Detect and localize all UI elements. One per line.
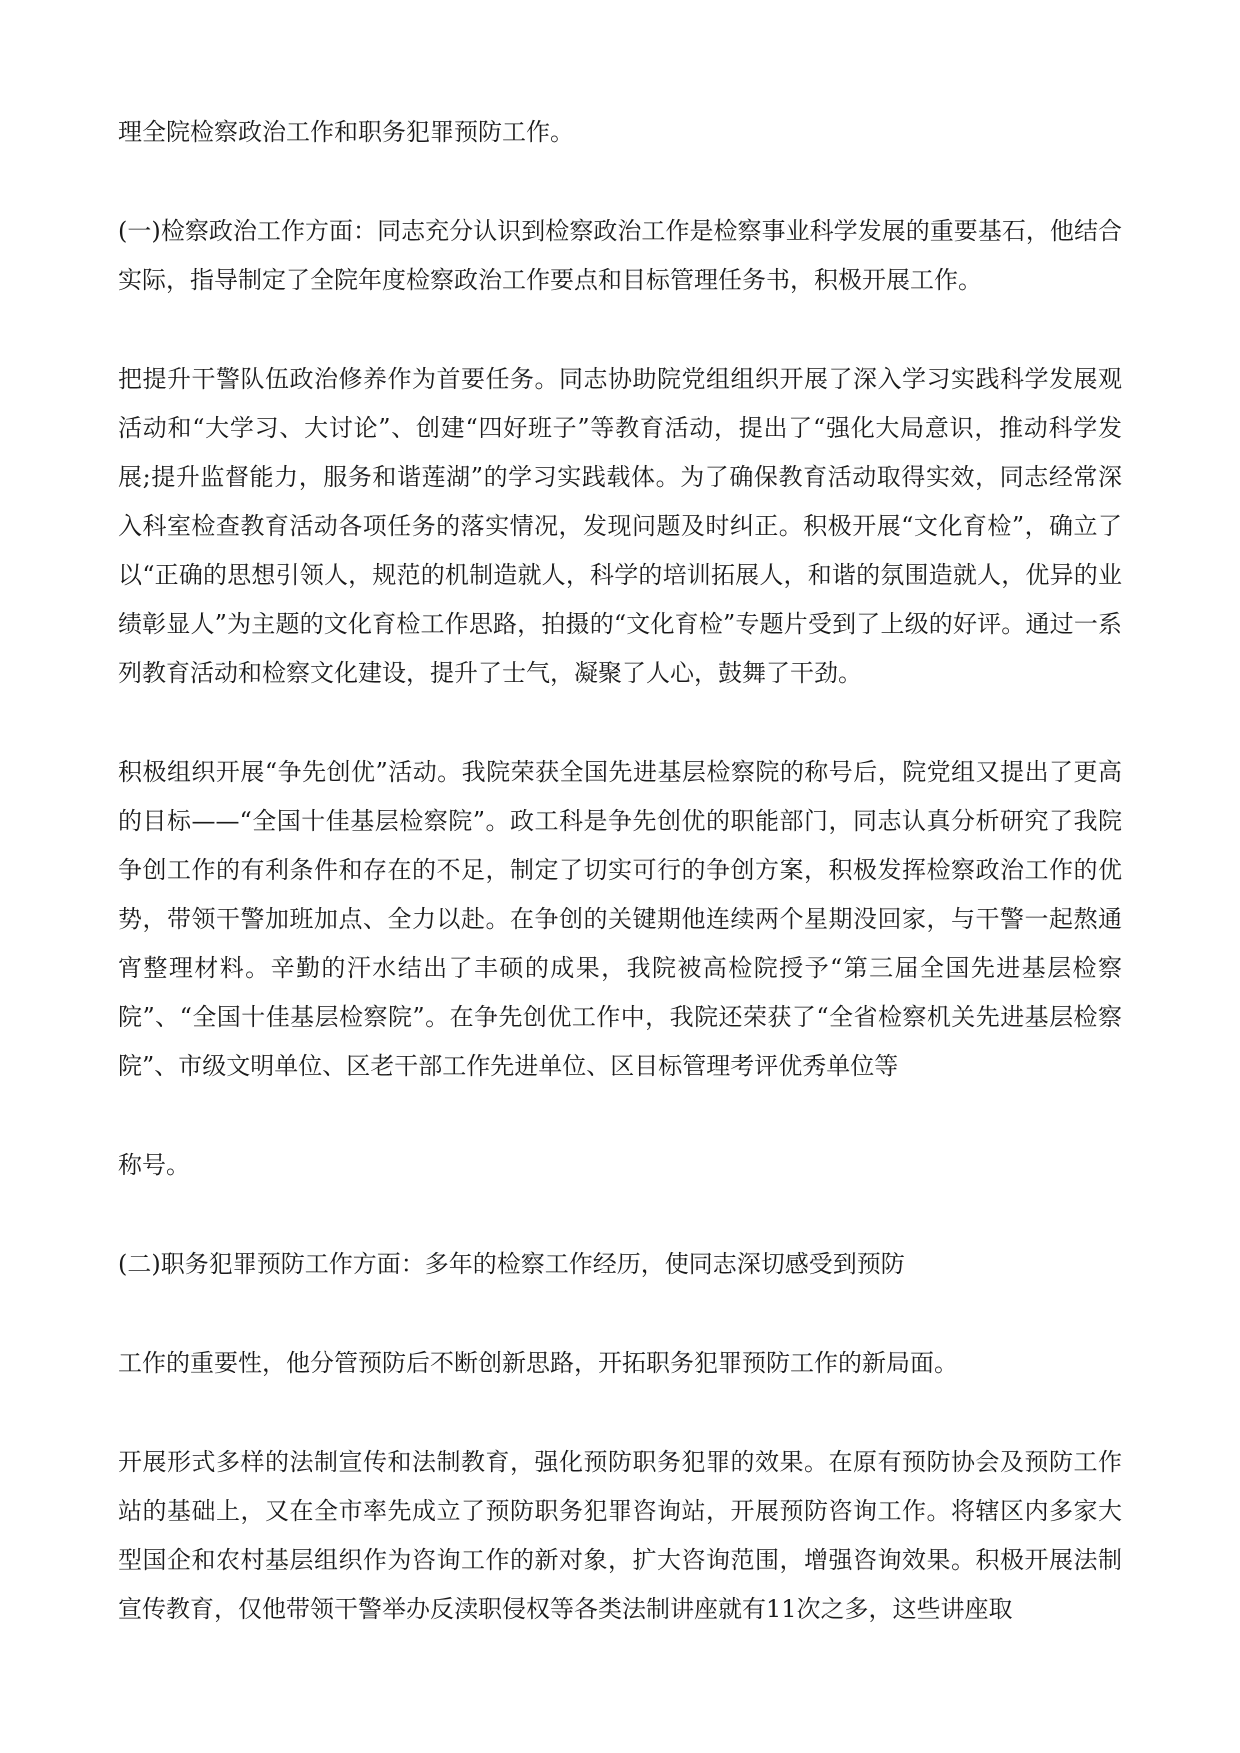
paragraph-3: 把提升干警队伍政治修养作为首要任务。同志协助院党组组织开展了深入学习实践科学发展观活动和“大学习、大讨论”、创建“四好班子”等教育活动，提出了“强化大局意识，推动科学发展;提升监督能力，服务和谐莲湖”的学习实践载体。为了确保教育活动取得实效，同志经常深入科室检查教育活动各项任务的落实情况，发现问题及时纠正。积极开展“文化育检”，确立了以“正确的思想引领人，规范的机制造就人，科学的培训拓展人，和谐的氛围造就人，优异的业绩彰显人”为主题的文化育检工作思路，拍摄的“文化育检”专题片受到了上级的好评。通过一系列教育活动和检察文化建设，提升了士气，凝聚了人心，鼓舞了干劲。	[118, 365, 1122, 687]
paragraph-5: 称号。	[118, 1151, 190, 1179]
paragraph-1: 理全院检察政治工作和职务犯罪预防工作。	[118, 118, 574, 146]
paragraph-8: 开展形式多样的法制宣传和法制教育，强化预防职务犯罪的效果。在原有预防协会及预防工作站的基础上，又在全市率先成立了预防职务犯罪咨询站，开展预防咨询工作。将辖区内多家大型国企和农村基层组织作为咨询工作的新对象，扩大咨询范围，增强咨询效果。积极开展法制宣传教育，仅他带领干警举办反渎职侵权等各类法制讲座就有11次之多，这些讲座取	[118, 1448, 1122, 1623]
paragraph-6: (二)职务犯罪预防工作方面：多年的检察工作经历，使同志深切感受到预防	[118, 1250, 905, 1278]
paragraph-7: 工作的重要性，他分管预防后不断创新思路，开拓职务犯罪预防工作的新局面。	[118, 1349, 958, 1377]
paragraph-4: 积极组织开展“争先创优”活动。我院荣获全国先进基层检察院的称号后，院党组又提出了更高的目标——“全国十佳基层检察院”。政工科是争先创优的职能部门，同志认真分析研究了我院争创工作的有利条件和存在的不足，制定了切实可行的争创方案，积极发挥检察政治工作的优势，带领干警加班加点、全力以赴。在争创的关键期他连续两个星期没回家，与干警一起熬通宵整理材料。辛勤的汗水结出了丰硕的成果，我院被高检院授予“第三届全国先进基层检察院”、“全国十佳基层检察院”。在争先创优工作中，我院还荣获了“全省检察机关先进基层检察院”、市级文明单位、区老干部工作先进单位、区目标管理考评优秀单位等	[118, 758, 1122, 1080]
document-page	[118, 108, 1122, 1634]
paragraph-2: (一)检察政治工作方面：同志充分认识到检察政治工作是检察事业科学发展的重要基石，他结合实际，指导制定了全院年度检察政治工作要点和目标管理任务书，积极开展工作。	[118, 217, 1122, 294]
